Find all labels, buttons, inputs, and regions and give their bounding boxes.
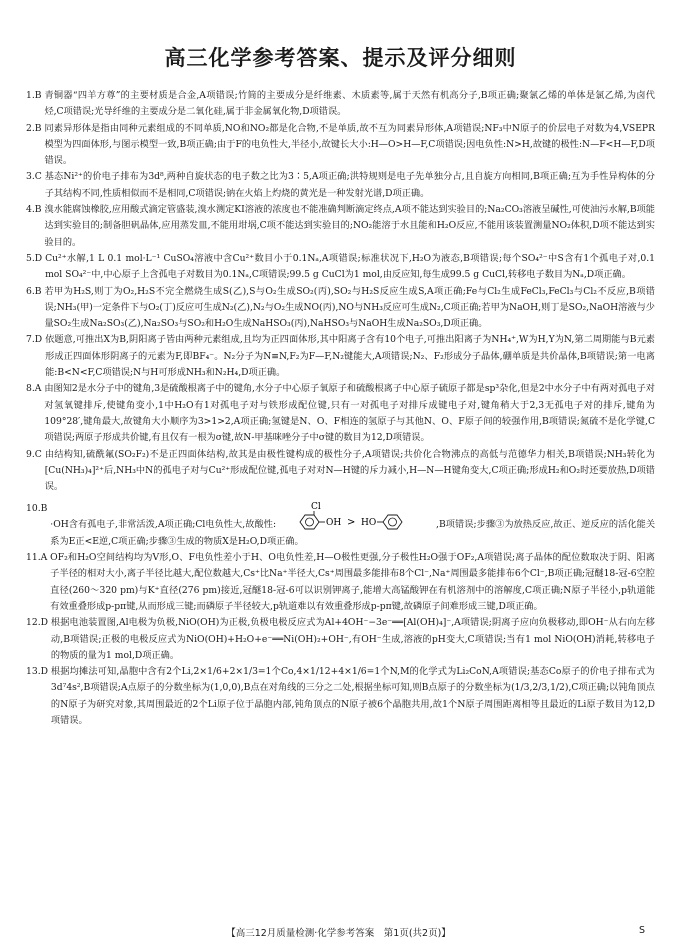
answer-number: 3.C — [26, 171, 42, 183]
answer-number: 11.A — [26, 552, 48, 564]
answer-number: 7.D — [26, 334, 43, 346]
answer-text: 由图知2是水分子中的键角,3是硫酸根离子中的键角,水分子中心原子氧原子和硫酸根离子中心原子硫原子都是sp³杂化,但是2中水分子中有两对孤电子对对氢氧键排斥,使键角变小,1中H₂O有1对孤电子对与铁形成配位键,只有一对孤电子对排斥成键电子对,键角稍大于2,3无孤电子对的排斥,键角为109°28′,键角最大,故键角大小顺序为3>1>2,A项正确;氢键是N、O、F相连的氢原子与其他N、O、F原子间的较强作用,B项错误;氮硫不是化学键,C项错误;两原子形成共价键,有且仅有一根为σ键,故N-甲基咪唑分子中σ键的数目为12,D项错误。 — [44, 383, 655, 444]
phenol-ring-inner — [389, 518, 397, 526]
answer-number: 10.B — [26, 503, 48, 515]
answer-item — [26, 284, 655, 333]
answer-item — [26, 381, 655, 446]
answer-text — [50, 501, 655, 550]
answer-text: 溴水能腐蚀橡胶,应用酸式滴定管盛装,溴水测定KI溶液的浓度也不能准确判断滴定终点,A项不能达到实验目的;Na₂CO₃溶液呈碱性,可使油污水解,B项能达到实验目的;制备胆矾晶体,应用蒸发皿,不能用坩埚,C项不能达到实验目的;NO₂能溶于水且能和H₂O反应,不能用该装置测量NO₂体积,D项不能达到实验目的。 — [44, 204, 655, 248]
answer-text: 由结构知,硫酰氟(SO₂F₂)不是正四面体结构,故其是由极性键构成的极性分子,A项错误;共价化合物沸点的高低与范德华力相关,B项错误;NH₃转化为[Cu(NH₃)₄]²⁺后,NH₃中N的孤电子对与Cu²⁺形成配位键,孤电子对对N—H键的斥力减小,H—N—H键角变大,C项正确;形成H₂和O₂时还要放热,D项错误。 — [44, 448, 655, 493]
answer-text: 同素异形体是指由同种元素组成的不同单质,NO和NO₂都是化合物,不是单质,故不互为同素异形体,A项错误;NF₃中N原子的价层电子对数为4,VSEPR模型为四面体形,与图示模型一致,B项正确;由于F的电负性大,半径小,故键长大小:H—O>H—F,C项错误;因电负性:N>H,故键的极性:N—F<H—F,D项错误。 — [44, 122, 655, 167]
answer-number: 2.B — [26, 122, 42, 134]
answer-text: 基态Ni²⁺的价电子排布为3d⁸,两种自旋状态的电子数之比为3∶5,A项正确;洪特规则是电子先单独分占,且自旋方向相同,B项正确;互为手性异构体的分子其结构不同,性质相似而不是相同,C项错误;钠在火焰上灼烧的黄光是一种发射光谱,D项正确。 — [44, 171, 655, 199]
ho-label: HO — [361, 518, 377, 529]
answer-number: 6.B — [26, 285, 42, 297]
answer-text-part: ·OH含有孤电子,非常活泼,A项正确;Cl电负性大,故酸性: — [50, 519, 277, 531]
answer-text: 依题意,可推出X为B,阴阳离子皆由两种元素组成,且均为正四面体形,其中阳离子含有10个电子,可推出阳离子为NH₄⁺,W为H,Y为N,第二周期能与B元素形成正四面体形阴离子的元素为F,即BF₄⁻。N₂分子为N≡N,F₂为F—F,N₂键能大,A项错误;N₂、F₂形成分子晶体,硼单质是共价晶体,B项错误;第一电离能:B<N<F,C项错误;N与H可形成NH₃和N₂H₄,D项正确。 — [45, 334, 655, 379]
footer-page-info: 【高三12月质量检测·化学参考答案 第1页(共2页)】 — [226, 928, 451, 939]
answer-item — [26, 88, 655, 121]
answer-text: 青铜器“四羊方尊”的主要材质是合金,A项错误;竹简的主要成分是纤维素、木质素等,属于天然有机高分子,B项正确;聚氯乙烯的单体是氯乙烯,为卤代烃,C项错误;光导纤维的主要成分是二氧化硅,属于非金属氧化物,D项错误。 — [44, 90, 655, 118]
answer-text: OF₂和H₂O空间结构均为V形,O、F电负性差小于H、O电负性差,H—O极性更强,分子极性H₂O强于OF₂,A项错误;离子晶体的配位数取决于阴、阳离子半径的相对大小,离子半径比越大,配位数越大,Cs⁺比Na⁺半径大,Cs⁺周围最多能排布8个Cl⁻,Na⁺周围最多能排布6个Cl⁻,B项正确;冠醚18-冠-6空腔直径(260～320 pm)与K⁺直径(276 pm)接近,冠醚18-冠-6可以识别钾离子,能增大高锰酸钾在有机溶剂中的溶解度,C项正确;N原子半径小,p轨道能有效重叠形成p-pπ键,从而形成三键;而磷原子半径较大,p轨道难以有效重叠形成p-pπ键,故磷原子间难形成三键,D项正确。 — [50, 552, 655, 612]
phenol-ring — [383, 515, 402, 529]
chlorophenol-ring-inner — [306, 518, 314, 526]
page-title: 高三化学参考答案、提示及评分细则 — [164, 46, 517, 70]
answer-number: 5.D — [26, 252, 43, 264]
answer-number: 13.D — [26, 666, 48, 678]
cl-label: Cl — [311, 502, 321, 513]
answer-number: 8.A — [26, 383, 42, 395]
answer-item — [26, 615, 655, 664]
answer-item — [26, 501, 655, 550]
greater-than-sign: > — [347, 517, 356, 529]
answer-text: 根据电池装置图,Al电极为负极,NiO(OH)为正极,负极电极反应式为Al+4OH⁻−3e⁻══[Al(OH)₄]⁻,A项错误;阴离子应向负极移动,即OH⁻从右向左移动,B项错误;正极的电极反应式为NiO(OH)+H₂O+e⁻══Ni(OH)₂+OH⁻,有OH⁻生成,溶液的pH变大,C项错误;当有1 mol NiO(OH)消耗,转移电子的物质的量为1 mol,D项正确。 — [50, 617, 655, 661]
answer-number: 12.D — [26, 617, 48, 629]
answer-item — [26, 332, 655, 381]
answer-item — [26, 447, 655, 496]
answer-number: 1.B — [26, 90, 42, 101]
oh-label: OH — [326, 518, 342, 529]
acidity-comparison-formula — [281, 501, 431, 531]
answer-item — [26, 664, 655, 729]
answer-text: Cu²⁺水解,1 L 0.1 mol·L⁻¹ CuSO₄溶液中含Cu²⁺数目小于0.1Nₐ,A项错误;标准状况下,H₂O为液态,B项错误;每个SO₄²⁻中S含有1个孤电子对,0.1 mol SO₄²⁻中,中心原子上含孤电子对数目为0.1Nₐ,C项错误;99.5 g CuCl为1 mol,由反应知,每生成99.5 g CuCl,转移电子数目为Nₐ,D项正确。 — [45, 252, 655, 281]
answer-item — [26, 251, 655, 284]
answer-item — [26, 169, 655, 202]
page-footer — [0, 925, 677, 941]
answer-text-part: ,B项错误;步骤③为放热反应,故正、逆反应的活化能关系为E正<E逆,C项正确;步骤③生成的物质X是H₂O,D项正确。 — [50, 519, 656, 547]
chlorophenol-ring — [300, 515, 319, 529]
answer-text: 根据均摊法可知,晶胞中含有2个Li,2×1/6+2×1/3=1个Co,4×1/12+4×1/6=1个N,M的化学式为Li₂CoN,A项错误;基态Co原子的价电子排布式为3d⁷4s²,B项错误;A点原子的分数坐标为(1,0,0),B点在对角线的三分之二处,根据坐标可知,则B点原子的分数坐标为(1/3,2/3,1/2),C项正确;以钝角顶点的N原子为研究对象,其周围最近的2个Li原子位于晶胞内部,钝角顶点的N原子被6个晶胞共用,故1个N原子周围距离相等且最近的Li原子数目为12,D项错误。 — [50, 666, 655, 726]
answer-item — [26, 550, 655, 615]
footer-code: S — [638, 925, 645, 936]
answer-list — [26, 88, 655, 729]
answer-text: 若甲为H₂S,则丁为O₂,H₂S不完全燃烧生成S(乙),S与O₂生成SO₂(丙),SO₂与H₂S反应生成S,A项正确;Fe与Cl₂生成FeCl₃,FeCl₃与Cl₂不反应,B项错误;NH₃(甲)一定条件下与O₂(丁)反应可生成N₂(乙),N₂与O₂生成NO(丙),NO与NH₃反应可生成N₂,C项正确;若甲为NaOH,则丁是SO₂,NaOH溶液与少量SO₂生成Na₂SO₃(乙),Na₂SO₃与SO₂和H₂O生成NaHSO₃(丙),NaHSO₃与NaOH生成Na₂SO₃,D项正确。 — [44, 285, 655, 330]
answer-item — [26, 202, 655, 251]
answer-item — [26, 121, 655, 170]
answer-number: 9.C — [26, 448, 42, 460]
phenol-structures — [281, 501, 431, 531]
answer-number: 4.B — [26, 204, 42, 216]
